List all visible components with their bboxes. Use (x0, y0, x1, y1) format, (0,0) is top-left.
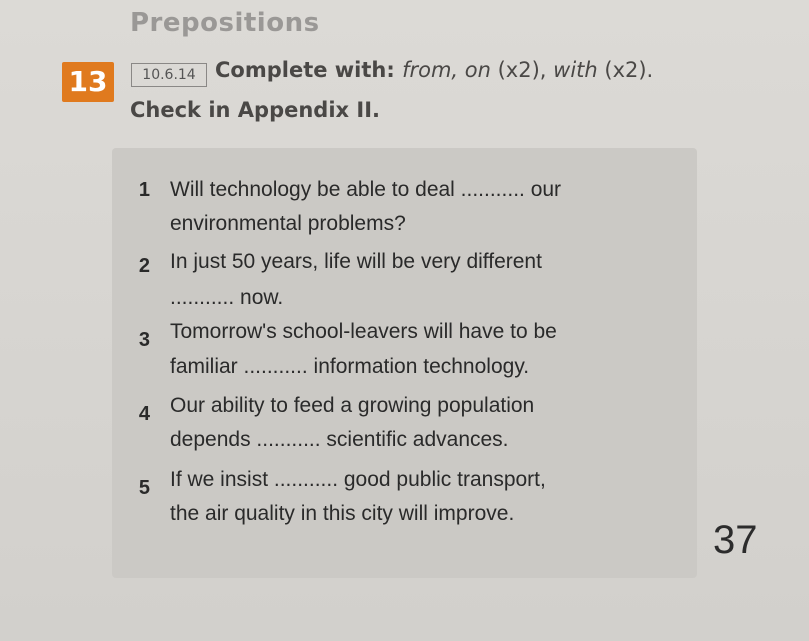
item-number: 5 (138, 477, 150, 499)
reference-code-box: 10.6.14 (131, 63, 207, 87)
item-line: ........... now. (170, 286, 284, 309)
instruction-count-1: (x2), (490, 58, 554, 82)
instruction-bold-part: Complete with: (215, 58, 403, 82)
instruction-words-from-on: from, on (402, 58, 491, 82)
page-number: 37 (713, 518, 758, 562)
item-line: Will technology be able to deal ........... our (170, 178, 562, 201)
item-number: 1 (138, 179, 150, 201)
item-number: 3 (138, 329, 150, 351)
item-line: depends ........... scientific advances. (170, 428, 509, 451)
item-line: familiar ........... information technology. (170, 355, 530, 378)
section-title: Prepositions (130, 8, 320, 38)
item-line: Our ability to feed a growing population (170, 394, 535, 417)
item-number: 4 (138, 403, 150, 425)
instruction-word-with: with (553, 58, 598, 82)
exercise-instruction (215, 58, 653, 82)
item-line: the air quality in this city will improve. (170, 502, 515, 525)
exercise-instruction-line2: Check in Appendix II. (130, 98, 380, 122)
item-line: In just 50 years, life will be very different (170, 250, 542, 273)
instruction-count-2: (x2). (597, 58, 654, 82)
exercise-number-badge: 13 (62, 62, 114, 102)
item-line: Tomorrow's school-leavers will have to be (170, 320, 557, 343)
item-line: environmental problems? (170, 212, 406, 235)
exercise-panel (112, 148, 697, 578)
item-number: 2 (138, 255, 150, 277)
item-line: If we insist ........... good public transport, (170, 468, 546, 491)
